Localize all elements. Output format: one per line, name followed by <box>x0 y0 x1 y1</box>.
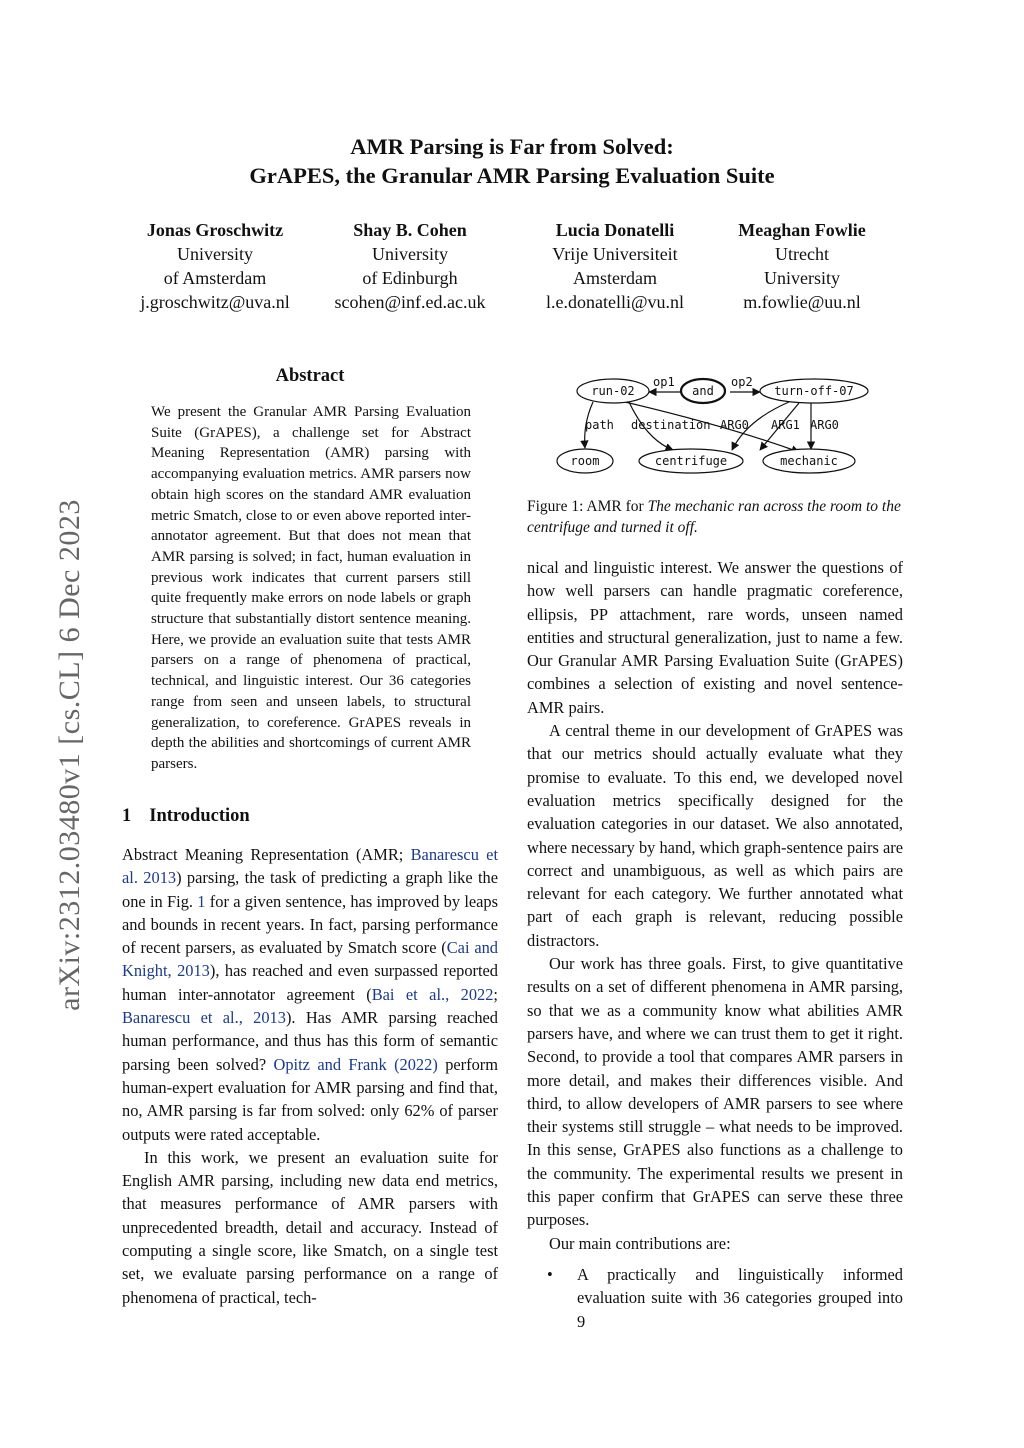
section-title: Introduction <box>149 806 250 826</box>
node-and <box>681 379 725 403</box>
bullet-dot: • <box>547 1264 553 1284</box>
arxiv-identifier: arXiv:2312.03480v1 [cs.CL] 6 Dec 2023 <box>53 499 86 1011</box>
node-mechanic <box>763 449 855 473</box>
intro-paragraph-5: Our main contributions are: <box>549 1233 731 1253</box>
abstract-heading: Abstract <box>275 366 345 386</box>
author-name: Meaghan Fowlie <box>738 220 866 240</box>
node-room <box>557 449 613 473</box>
author-block-2 <box>315 218 505 314</box>
node-run-02 <box>577 379 649 403</box>
author-affiliation: of Edinburgh <box>362 268 458 288</box>
citation-link[interactable]: Cai and Knight, 2013 <box>122 938 498 981</box>
edge-label: op1 <box>653 375 675 389</box>
citation-link[interactable]: Banarescu et al. 2013 <box>122 845 499 888</box>
intro-right-column <box>527 556 903 1333</box>
figure-caption: Figure 1: AMR for The mechanic ran across the room to the centrifuge and turned it off. <box>527 498 901 536</box>
author-affiliation: of Amsterdam <box>163 268 267 288</box>
svg-text:mechanic: mechanic <box>780 454 838 468</box>
svg-text:turn-off-07: turn-off-07 <box>774 384 854 398</box>
author-email[interactable]: m.fowlie@uu.nl <box>743 292 861 312</box>
section-number: 1 <box>122 806 132 826</box>
author-affiliation: Vrije Universiteit <box>552 244 678 264</box>
intro-paragraph-2-continued: nical and linguistic interest. We answer the questions of how well parsers can handle pragmatic coreference, ellipsis, PP attachment, rare words, unseen named entities and structural generalization, just to name a few. Our Granular AMR Parsing Evaluation Suite (GrAPES) combines a selection of existing and novel sentence-AMR pairs. <box>527 558 903 717</box>
node-turn-off-07 <box>760 379 868 403</box>
intro-left-column <box>122 843 498 1309</box>
svg-text:and: and <box>692 384 714 398</box>
amr-graph-figure <box>527 368 903 480</box>
abstract-text: We present the Granular AMR Parsing Evaluation Suite (GrAPES), a challenge set for Abstract Meaning Representation (AMR) parsing with accompanying evaluation metrics. AMR parsers now obtain high scores on the standard AMR evaluation metric Smatch, close to or even above reported inter-annotator agreement. But that does not mean that AMR parsing is solved; in fact, human evaluation in previous work indicates that current parsers still quite frequently make errors on node labels or graph structure that substantially distort sentence meaning. Here, we provide an evaluation suite that tests AMR parsers on a range of phenomena of practical, technical, and linguistic interest. Our 36 categories range from seen and unseen labels, to structural generalization, to coreference. GrAPES reveals in depth the abilities and shortcomings of current AMR parsers. <box>151 404 471 772</box>
citation-link[interactable]: Bai et al., 2022 <box>371 984 494 1004</box>
author-email[interactable]: j.groschwitz@uva.nl <box>140 292 290 312</box>
edge-label: op2 <box>731 375 753 389</box>
author-affiliation: Utrecht <box>775 244 829 264</box>
figure-link[interactable]: 1 <box>197 891 206 911</box>
citation-link[interactable]: Opitz and Frank (2022) <box>273 1054 438 1074</box>
edge-label: path <box>585 418 614 432</box>
citation-link[interactable]: Banarescu et al., 2013 <box>122 1008 286 1028</box>
section-heading <box>122 806 250 827</box>
title-line-2: GrAPES, the Granular AMR Parsing Evaluation Suite <box>249 163 775 188</box>
svg-text:room: room <box>570 454 600 468</box>
edge-label: ARG0 <box>810 418 839 432</box>
intro-paragraph-1: Abstract Meaning Representation (AMR; Banarescu et al. 2013) parsing, the task of predicting a graph like the one in Fig. 1 for a given sentence, has improved by leaps and bounds in recent years. In fact, parsing performance of recent parsers, as evaluated by Smatch score (Cai and Knight, 2013), has reached and even surpassed reported human inter-annotator agreement (Bai et al., 2022; Banarescu et al., 2013). Has AMR parsing reached human performance, and thus has this form of semantic parsing been solved? Opitz and Frank (2022) perform human-expert evaluation for AMR parsing and find that, no, AMR parsing is far from solved: only 62% of parser outputs were rated acceptable. <box>122 845 499 1144</box>
author-block-4 <box>712 218 892 314</box>
svg-text:centrifuge: centrifuge <box>654 454 728 468</box>
author-affiliation: University <box>372 244 448 264</box>
author-affiliation: Amsterdam <box>573 268 657 288</box>
author-name: Jonas Groschwitz <box>146 220 284 240</box>
contribution-bullet <box>527 1263 903 1333</box>
author-block-3 <box>520 218 710 314</box>
bullet-text: A practically and linguistically informed evaluation suite with 36 categories grouped into 9 <box>577 1264 903 1331</box>
title-line-1: AMR Parsing is Far from Solved: <box>350 134 674 159</box>
intro-paragraph-4: Our work has three goals. First, to give quantitative results on a set of different phenomena in AMR parsing, so that we as a community know what abilities AMR parsers have, and where we can trust them to get it right. Second, to provide a tool that compares AMR parsers in more detail, and makes their differences visible. And third, to allow developers of AMR parsers to see where their systems still struggle – what needs to be improved. In this sense, GrAPES also functions as a challenge to the community. The experimental results we present in this paper confirm that GrAPES can serve these three purposes. <box>527 954 903 1230</box>
edge-label: ARG1 <box>771 418 800 432</box>
intro-paragraph-3: A central theme in our development of GrAPES was that our metrics should actually evaluate what they promise to evaluate. To this end, we developed novel evaluation metrics specifically designed for the evaluation categories in our dataset. We also annotated, where necessary by hand, which graph-sentence pairs are correct and unambiguous, as well as which pairs are relevant for each category. We further annotated what part of each graph is relevant, reducing possible distractors. <box>527 721 903 950</box>
edge-label: destination <box>631 418 711 432</box>
svg-text:run-02: run-02 <box>591 384 635 398</box>
author-name: Lucia Donatelli <box>555 220 675 240</box>
author-email[interactable]: scohen@inf.ed.ac.uk <box>334 292 486 312</box>
node-centrifuge <box>639 449 743 473</box>
intro-paragraph-2: In this work, we present an evaluation suite for English AMR parsing, including new data end metrics, that measures performance of AMR parsers with unprecedented breadth, detail and accuracy. Instead of computing a single score, like Smatch, on a single test set, we evaluate parsing performance on a range of phenomena of practical, tech- <box>122 1147 498 1307</box>
paper-title <box>0 132 1024 190</box>
author-name: Shay B. Cohen <box>353 220 467 240</box>
author-email[interactable]: l.e.donatelli@vu.nl <box>545 292 685 312</box>
author-affiliation: University <box>764 268 840 288</box>
author-block-1 <box>110 218 320 314</box>
edge-label: ARG0 <box>720 418 749 432</box>
author-affiliation: University <box>177 244 253 264</box>
